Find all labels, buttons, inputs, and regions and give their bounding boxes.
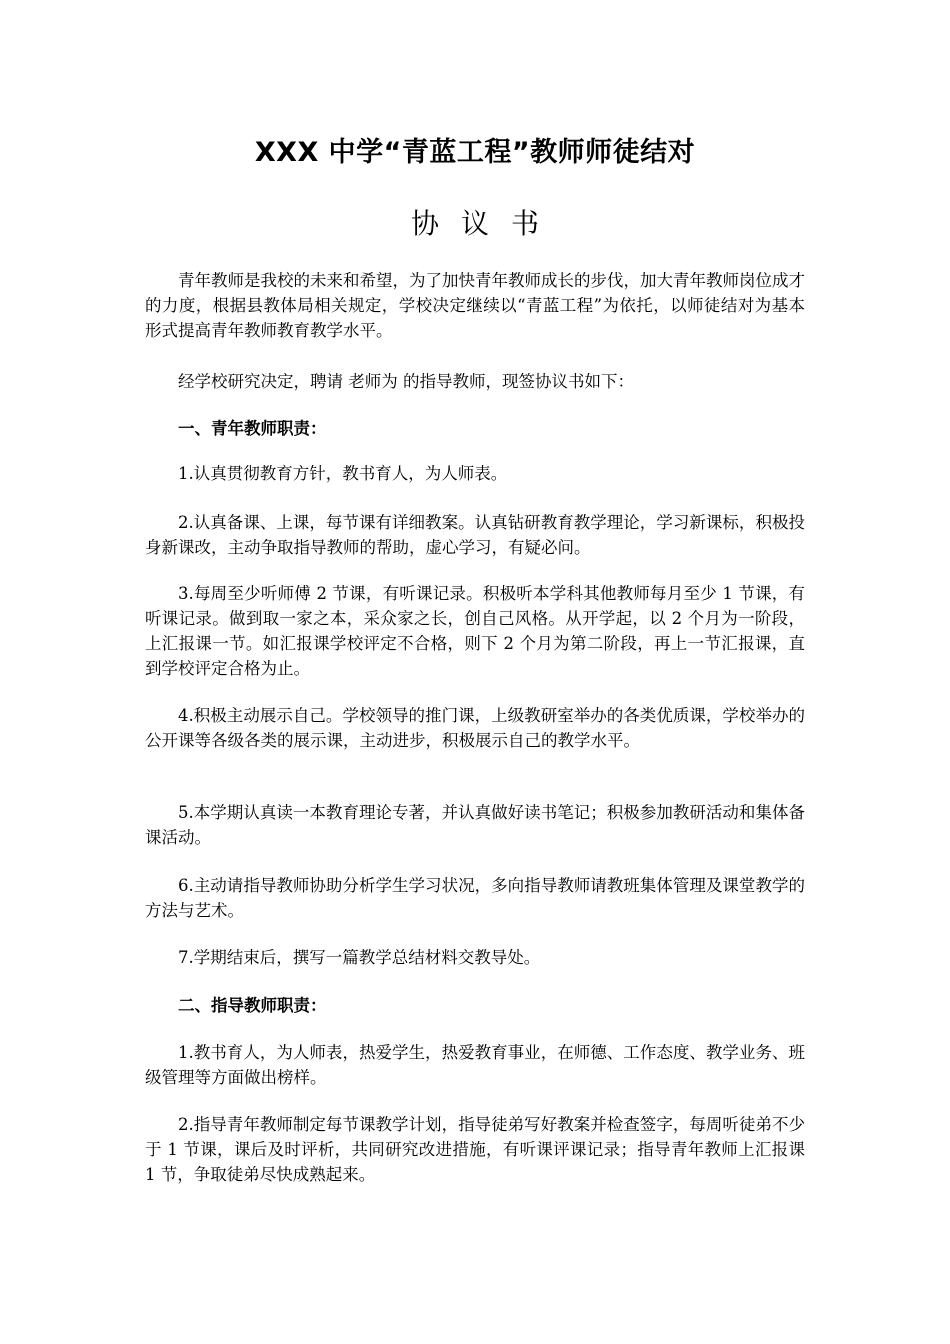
section1-item-6: 6.主动请指导教师协助分析学生学习状况，多向指导教师请教班集体管理及课堂教学的方法与艺术。 bbox=[145, 876, 805, 920]
section2-item-1: 1.教书育人，为人师表，热爱学生，热爱教育事业，在师德、工作态度、教学业务、班级管理等方面做出榜样。 bbox=[145, 1043, 805, 1087]
section1-item-3: 3.每周至少听师傅 2 节课，有听课记录。积极听本学科其他教师每月至少 1 节课，有听课记录。做到取一家之本，采众家之长，创自己风格。从开学起，以 2 个月为一阶段，上汇报课一节。如汇报课学校评定不合格，则下 2 个月为第二阶段，再上一节汇报课，直到学校评定合格为止。 bbox=[145, 584, 805, 678]
section1-item-2: 2.认真备课、上课，每节课有详细教案。认真钻研教育教学理论，学习新课标，积极投身新课改，主动争取指导教师的帮助，虚心学习，有疑必问。 bbox=[145, 513, 805, 557]
document-subtitle: 协议书 bbox=[410, 207, 561, 240]
section1-item-1: 1.认真贯彻教育方针，教书育人，为人师表。 bbox=[178, 464, 508, 483]
section1-heading: 一、青年教师职责： bbox=[178, 419, 327, 438]
section1-item-7: 7.学期结束后，撰写一篇教学总结材料交教导处。 bbox=[178, 948, 541, 967]
section2-item-2: 2.指导青年教师制定每节课教学计划，指导徒弟写好教案并检查签字，每周听徒弟不少于 1 节课，课后及时评析，共同研究改进措施，有听课评课记录；指导青年教师上汇报课 1 节，争取徒弟尽快成熟起来。 bbox=[145, 1115, 805, 1184]
intro-paragraph: 青年教师是我校的未来和希望，为了加快青年教师成长的步伐，加大青年教师岗位成才的力度，根据县教体局相关规定，学校决定继续以“青蓝工程”为依托，以师徒结对为基本形式提高青年教师教育教学水平。 bbox=[145, 271, 805, 340]
section1-item-4: 4.积极主动展示自己。学校领导的推门课，上级教研室举办的各类优质课，学校举办的公开课等各级各类的展示课，主动进步，积极展示自己的教学水平。 bbox=[145, 706, 805, 750]
section2-heading: 二、指导教师职责： bbox=[178, 996, 327, 1015]
decision-paragraph: 经学校研究决定，聘请 老师为 的指导教师，现签协议书如下： bbox=[178, 372, 634, 391]
section1-item-5: 5.本学期认真读一本教育理论专著，并认真做好读书笔记；积极参加教研活动和集体备课活动。 bbox=[145, 803, 805, 847]
document-title: XXX 中学“青蓝工程”教师师徒结对 bbox=[254, 137, 696, 168]
